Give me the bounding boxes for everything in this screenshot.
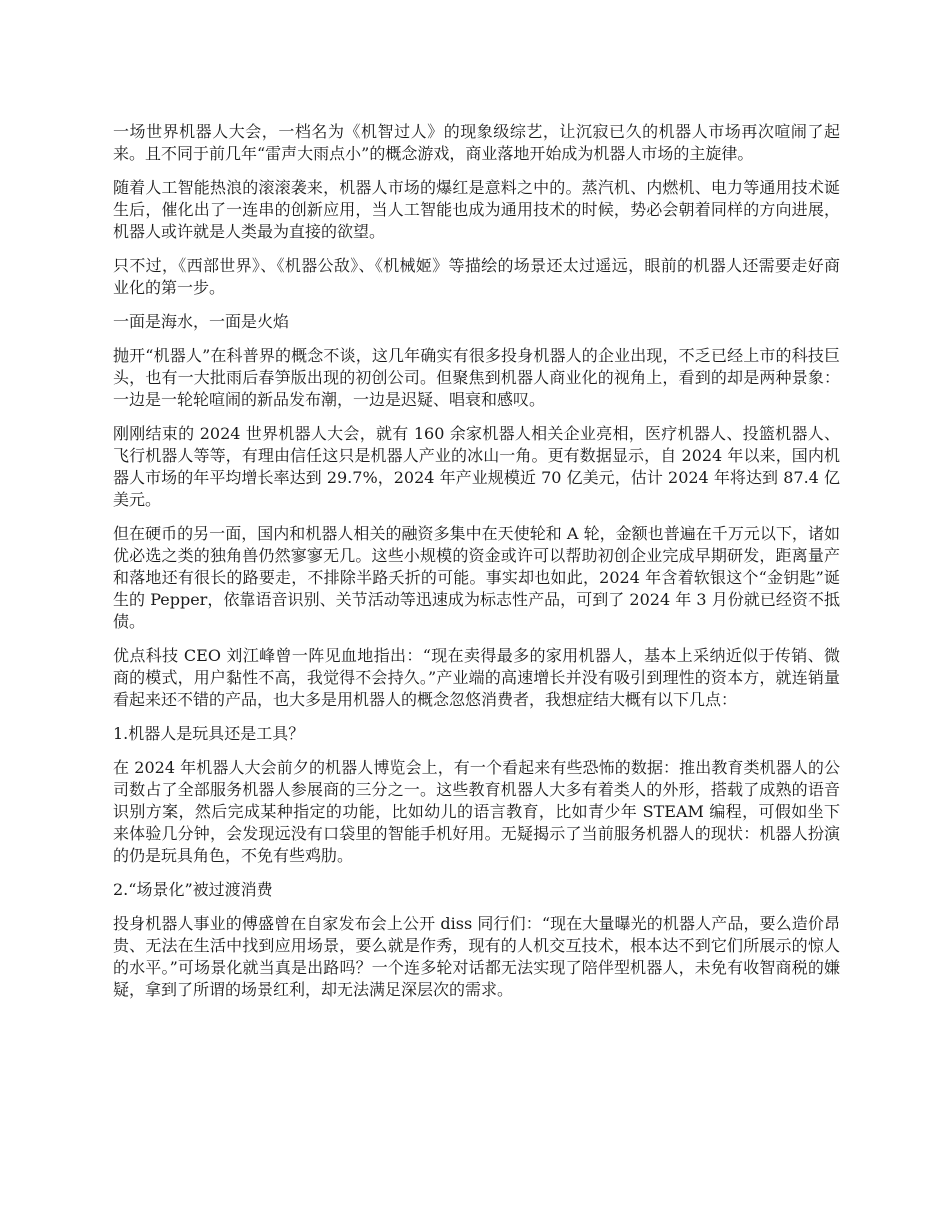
paragraph-two-scenes: 抛开“机器人”在科普界的概念不谈，这几年确实有很多投身机器人的企业出现，不乏已经上市的科技巨头，也有一大批雨后春笋版出现的初创公司。但聚焦到机器人商业化的视角上，看到的却是两种景象：一边是一轮轮喧闹的新品发布潮，一边是迟疑、唱衰和感叹。 (113, 346, 840, 409)
paragraph-ceo-quote: 优点科技 CEO 刘江峰曾一阵见血地指出：“现在卖得最多的家用机器人，基本上采纳近似于传销、微商的模式，用户黏性不高，我觉得不会持久。”产业端的高速增长并没有吸引到理性的资本方，就连销量看起来还不错的产品，也大多是用机器人的概念忽悠消费者，我想症结大概有以下几点： (113, 646, 840, 709)
paragraph-intro: 一场世界机器人大会，一档名为《机智过人》的现象级综艺，让沉寂已久的机器人市场再次喧闹了起来。且不同于前几年“雷声大雨点小”的概念游戏，商业落地开始成为机器人市场的主旋律。 (113, 122, 840, 163)
paragraph-funding: 但在硬币的另一面，国内和机器人相关的融资多集中在天使轮和 A 轮，金额也普遍在千万元以下，诸如优必选之类的独角兽仍然寥寥无几。这些小规模的资金或许可以帮助初创企业完成早期研发，距离量产和落地还有很长的路要走，不排除半路夭折的可能。事实却也如此，2024 年含着软银这个“金钥匙”诞生的 Pepper，依靠语音识别、关节活动等迅速成为标志性产品，可到了 2024 年 3 月份就已经资不抵债。 (113, 524, 840, 631)
heading-scenario-overuse: 2.“场景化”被过渡消费 (113, 880, 273, 899)
paragraph-scenario: 投身机器人事业的傅盛曾在自家发布会上公开 diss 同行们：“现在大量曝光的机器人产品，要么造价昂贵、无法在生活中找到应用场景，要么就是作秀，现有的人机交互技术，根本达不到它们所展示的惊人的水平。”可场景化就当真是出路吗？一个连多轮对话都无法实现了陪伴型机器人，未免有收智商税的嫌疑，拿到了所谓的场景红利，却无法满足深层次的需求。 (113, 914, 840, 999)
document-body (113, 121, 840, 1013)
heading-toy-or-tool: 1.机器人是玩具还是工具？ (113, 724, 305, 743)
paragraph-education-robots: 在 2024 年机器人大会前夕的机器人博览会上，有一个看起来有些恐怖的数据：推出教育类机器人的公司数占了全部服务机器人参展商的三分之一。这些教育机器人大多有着类人的外形，搭载了成熟的语音识别方案，然后完成某种指定的功能，比如幼儿的语言教育，比如青少年 STEAM 编程，可假如坐下来体验几分钟，会发现远没有口袋里的智能手机好用。无疑揭示了当前服务机器人的现状：机器人扮演的仍是玩具角色，不免有些鸡肋。 (113, 758, 840, 865)
paragraph-market-data: 刚刚结束的 2024 世界机器人大会，就有 160 余家机器人相关企业亮相，医疗机器人、投篮机器人、飞行机器人等等，有理由信任这只是机器人产业的冰山一角。更有数据显示，自 2024 年以来，国内机器人市场的年平均增长率达到 29.7%，2024 年产业规模近 70 亿美元，估计 2024 年将达到 87.4 亿美元。 (113, 424, 840, 509)
paragraph-ai-wave: 随着人工智能热浪的滚滚袭来，机器人市场的爆红是意料之中的。蒸汽机、内燃机、电力等通用技术诞生后，催化出了一连串的创新应用，当人工智能也成为通用技术的时候，势必会朝着同样的方向进展，机器人或许就是人类最为直接的欲望。 (113, 178, 840, 241)
paragraph-sci-fi: 只不过，《西部世界》、《机器公敌》、《机械姬》等描绘的场景还太过遥远，眼前的机器人还需要走好商业化的第一步。 (113, 256, 840, 297)
section-heading-sea-and-fire: 一面是海水，一面是火焰 (113, 312, 290, 331)
